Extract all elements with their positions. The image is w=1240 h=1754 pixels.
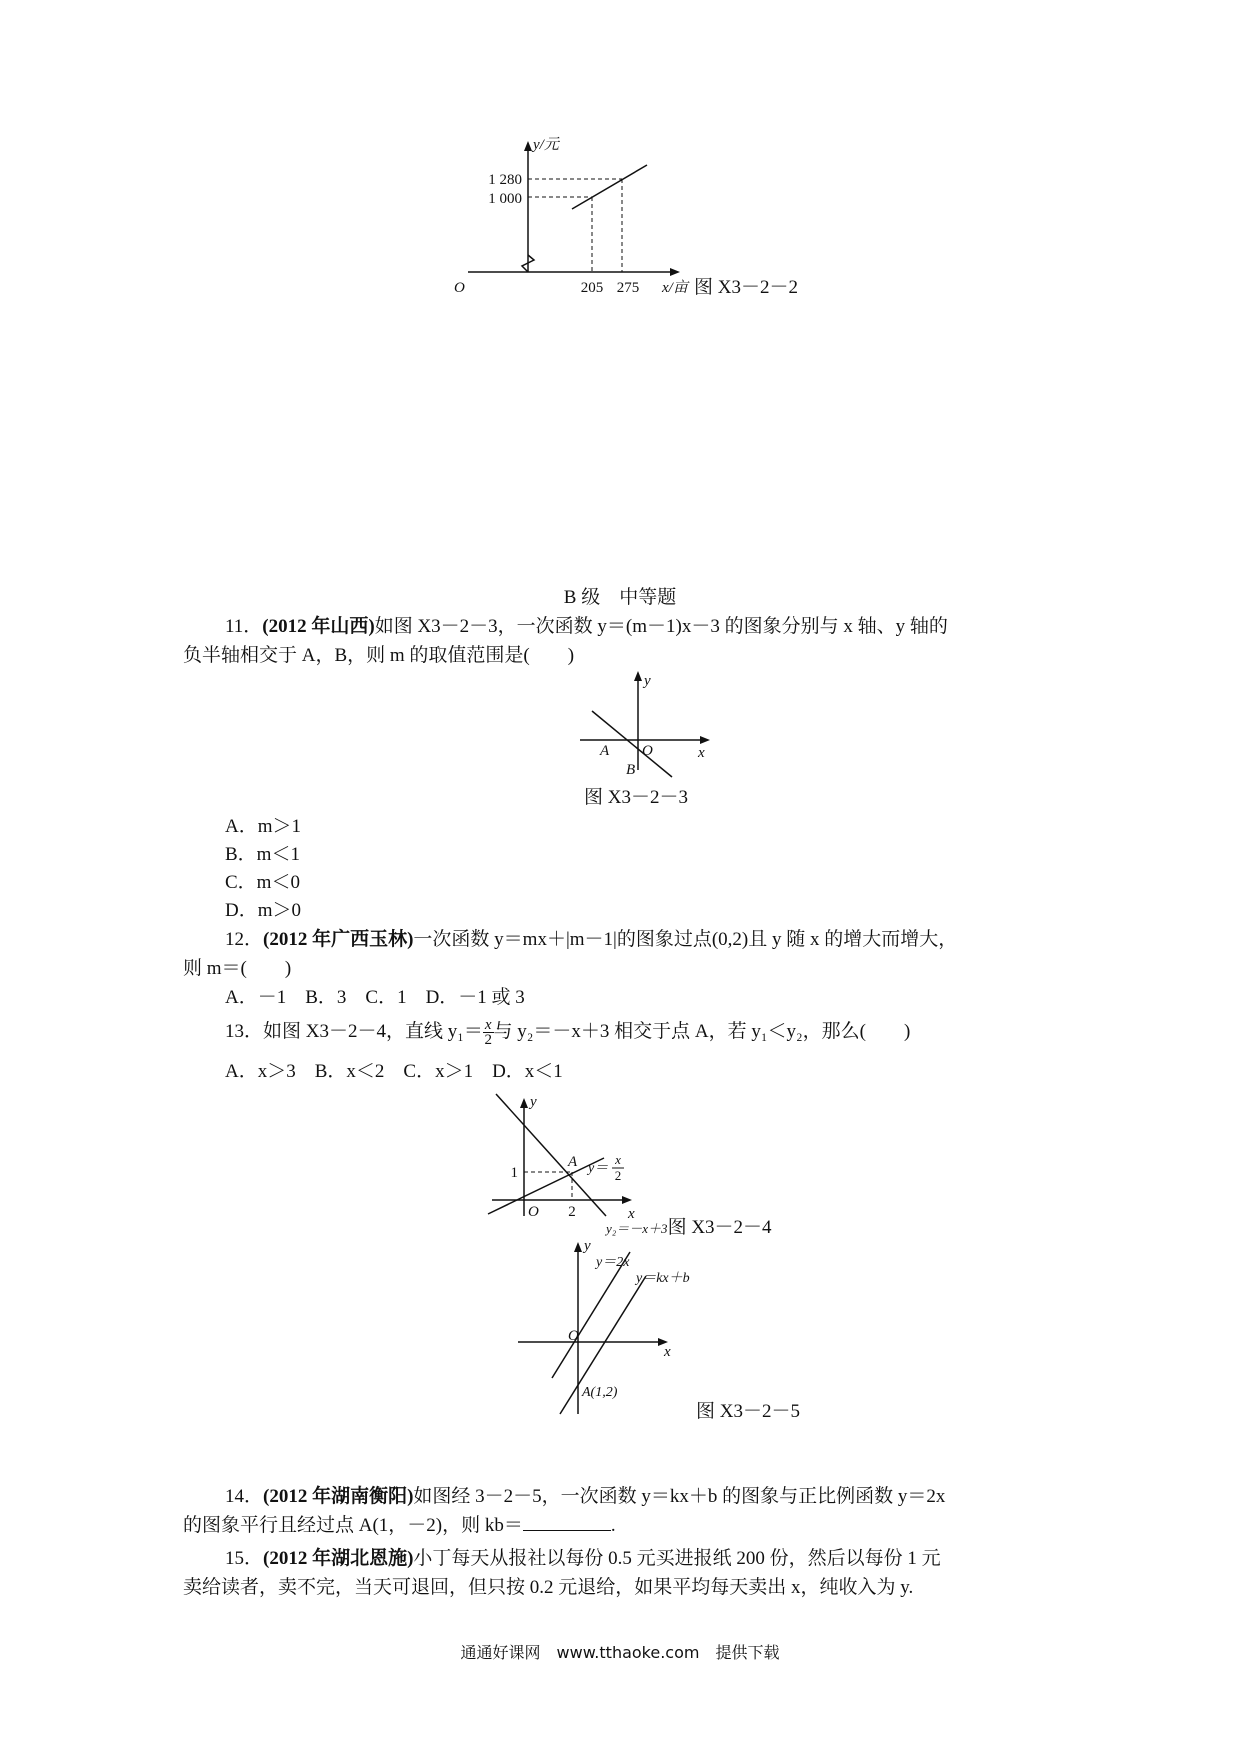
figure-x3-2-3-caption [584,784,688,812]
question-14-text-2a: 的图象平行且经过点 A(1，－2)，则 kb＝ [183,1515,523,1536]
question-14-number: 14． [225,1486,264,1507]
question-13-text-b: 与 y₂＝－x＋3 相交于点 A，若 y₁＜y₂，那么( ) [493,1021,911,1042]
fig4-tick-y: 1 [510,1165,518,1181]
fraction-denominator: 2 [484,1032,492,1049]
fig4-y-label: y [530,1094,537,1110]
fig4-a-label: A [568,1154,578,1170]
question-11-line-2 [183,642,574,670]
question-13-fraction [483,1018,494,1047]
fig5-point-label: A(1,2) [582,1385,618,1400]
question-14-text-2b: . [610,1515,616,1536]
fig1-y-tick-1280: 1 280 [488,172,522,188]
figure-x3-2-5-caption [696,1398,800,1426]
question-11-option-c [225,869,300,897]
option-d-text: D．m＞0 [225,900,302,921]
fig3-b-label: B [626,762,636,778]
question-12-options [225,984,525,1012]
question-12-options-text: A．－1 B．3 C．1 D．－1 或 3 [225,987,525,1008]
question-12-text-2: 则 m＝( ) [183,958,292,979]
question-15-source: (2012 年湖北恩施) [263,1548,414,1569]
fig4-line1-numerator: x [615,1152,621,1167]
fig4-line1-denominator: 2 [614,1168,622,1183]
fig4-caption: 图 X3－2－4 [667,1217,772,1238]
question-11-option-b [225,841,300,869]
fig5-o-label: O [568,1328,579,1344]
question-12-number: 12． [225,929,264,950]
figure-x3-2-3 [570,665,730,778]
fig1-y-tick-1000: 1 000 [488,191,522,207]
fig5-caption: 图 X3－2－5 [696,1401,800,1422]
question-13-number: 13． [225,1021,264,1042]
question-11-text-2: 负半轴相交于 A，B，则 m 的取值范围是( ) [183,645,575,666]
fig1-origin-label: O [454,280,465,296]
figure-x3-2-4 [488,1092,638,1222]
question-15-number: 15． [225,1548,264,1569]
fig3-y-label: y [644,673,651,689]
fig4-line2-label: y₂＝－x＋3 [606,1221,668,1236]
question-14-line-1 [225,1483,945,1511]
fig3-caption: 图 X3－2－3 [584,787,688,808]
section-title-text: B 级 中等题 [563,587,677,608]
question-11-option-a [225,813,301,841]
question-13-line-1 [225,1018,910,1047]
section-title [0,584,1240,612]
fig1-x-tick-275: 275 [616,280,640,296]
question-15-line-2 [183,1574,913,1602]
fig1-x-tick-205: 205 [580,280,604,296]
question-15-text-2: 卖给读者，卖不完，当天可退回，但只按 0.2 元退给，如果平均每天卖出 x，纯收入为 y. [183,1577,914,1598]
fig5-y-label: y [584,1238,591,1254]
answer-blank[interactable] [523,1512,611,1531]
question-12-line-2 [183,955,291,983]
fig1-x-axis-label: x/亩 [662,280,688,296]
figure-x3-2-2 [440,135,840,305]
fig3-a-label: A [600,743,610,759]
question-11-number: 11． [225,616,263,637]
fig4-x-label: x [628,1206,635,1222]
fraction-numerator: x [484,1017,492,1034]
fig5-line2-label: y＝kx＋b [636,1271,690,1286]
question-15-text-1: 小丁每天从报社以每份 0.5 元买进报纸 200 份，然后以每份 1 元 [413,1548,941,1569]
question-13-text-a: 如图 X3－2－4，直线 y₁＝ [263,1021,483,1042]
question-12-text-1: 一次函数 y＝mx＋|m－1|的图象过点(0,2)且 y 随 x 的增大而增大， [413,929,958,950]
figure-x3-2-4-caption-row [606,1212,772,1239]
fig4-tick-x: 2 [568,1204,576,1220]
question-11-text-1: 如图 X3－2－3，一次函数 y＝(m－1)x－3 的图象分别与 x 轴、y 轴的 [374,616,948,637]
option-b-text: B．m＜1 [225,844,300,865]
option-c-text: C．m＜0 [225,872,300,893]
fig5-line1-label: y＝2x [596,1255,630,1270]
question-14-line-2 [183,1512,616,1540]
fig1-y-axis-label: y/元 [533,137,559,153]
figure-x3-2-5 [518,1236,708,1416]
question-15-line-1 [225,1545,941,1573]
fig3-o-label: O [642,743,653,759]
fig4-line1-label: y＝ [588,1161,609,1176]
question-11-line-1 [225,613,948,641]
fig5-x-label: x [664,1344,671,1360]
question-12-source: (2012 年广西玉林) [263,929,414,950]
fig4-o-label: O [528,1204,539,1220]
question-11-source: (2012 年山西) [262,616,375,637]
question-14-source: (2012 年湖南衡阳) [263,1486,414,1507]
footer-text: 通通好课网 www.tthaoke.com 提供下载 [460,1643,780,1662]
question-12-line-1 [225,926,957,954]
fig1-caption: 图 X3－2－2 [694,277,798,298]
page-footer [0,1640,1240,1663]
question-11-option-d [225,897,301,925]
question-13-options [225,1058,563,1086]
question-14-text-1: 如图经 3－2－5，一次函数 y＝kx＋b 的图象与正比例函数 y＝2x [413,1486,946,1507]
question-13-options-text: A．x＞3 B．x＜2 C．x＞1 D．x＜1 [225,1061,563,1082]
option-a-text: A．m＞1 [225,816,302,837]
fig3-x-label: x [698,745,705,761]
